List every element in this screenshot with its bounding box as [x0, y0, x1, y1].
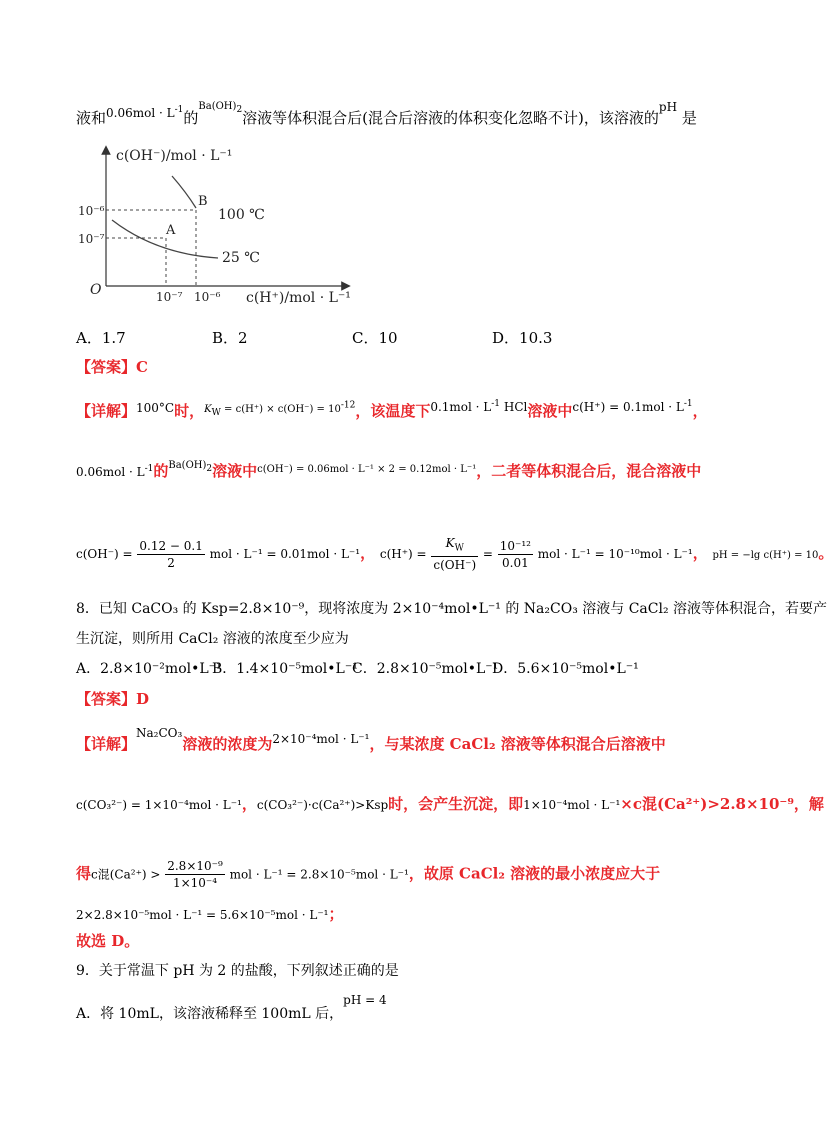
x-tick-hi: 10⁻⁶ [194, 290, 221, 304]
point-b-label: B [198, 194, 208, 209]
q7-answer: 【答案】C [76, 358, 148, 376]
detail-text: 溶液中 [527, 402, 573, 420]
y-tick-hi: 10⁻⁶ [78, 204, 105, 218]
oh-rhs: mol · L⁻¹ = 0.01mol · L⁻¹ [209, 547, 361, 562]
q7-detail-line2 [76, 458, 701, 488]
q7-stem-end: 是 [681, 109, 697, 127]
kw-temperature-graph [76, 140, 366, 315]
q8-option-b[interactable]: B．1.4×10⁻⁵mol•L⁻¹ [212, 661, 358, 677]
q7-stem-mid: 溶液等体积混合后(混合后溶液的体积变化忽略不计)，该溶液的 [242, 109, 659, 127]
q7-option-c[interactable]: C．10 [352, 329, 398, 347]
detail-tag: 【详解】 [76, 735, 137, 753]
detail-text: ， [692, 544, 708, 563]
detail-text: 。 [818, 544, 833, 563]
detail-text: ，该温度下 [355, 402, 431, 420]
h-lhs: c(H⁺) = [379, 547, 427, 562]
oh-lhs: c(OH⁻) = [76, 547, 133, 562]
y-tick-lo: 10⁻⁷ [78, 232, 105, 246]
q8-option-a[interactable]: A．2.8×10⁻²mol•L⁻¹ [76, 661, 222, 677]
hcl-conc: 0.1mol · L-1 HCl [430, 399, 528, 414]
point-a-label: A [166, 223, 176, 238]
kw-fraction: $\frac{K_W}{c(OH^-)}$ [433, 536, 477, 573]
l2-conc: $0.06mol \cdot L^{-1}$ [76, 464, 154, 479]
detail-text: ， [360, 544, 376, 563]
q7-stem-line [76, 100, 697, 135]
detail-text: ； [328, 905, 344, 923]
h-conc: c(H⁺) = 0.1mol · L-1 [572, 399, 693, 414]
curve-100c [172, 176, 196, 208]
detail-text: 时， [174, 402, 205, 420]
q9-option-a-text: A．将 10mL，该溶液稀释至 100mL 后， [76, 1006, 344, 1022]
q7-stem-base: Ba(OH)2 [198, 101, 243, 115]
q7-stem-ph: pH [658, 100, 678, 114]
detail-text: 溶液的浓度为 [182, 735, 273, 753]
q8-option-c[interactable]: C．2.8×10⁻⁵mol•L⁻¹ [352, 661, 499, 677]
x-tick-lo: 10⁻⁷ [156, 290, 183, 304]
ca-lhs: c混(Ca²⁺) > [91, 867, 161, 882]
temp-25c-label: 25 ℃ [222, 250, 260, 266]
y-axis-label: c(OH⁻)/mol · L⁻¹ [116, 148, 233, 164]
q8-stem-line1: 8．已知 CaCO₃ 的 Ksp=2.8×10⁻⁹，现将浓度为 2×10⁻⁴mol•L⁻¹ 的 Na₂CO₃ 溶液与 CaCl₂ 溶液等体积混合，若要产 [76, 601, 828, 617]
q7-stem-conc: 0.06mol · L-1 [106, 105, 184, 120]
final-conc: 2×2.8×10⁻⁵mol · L⁻¹ = 5.6×10⁻⁵mol · L⁻¹ [76, 908, 329, 922]
q9-option-a-eq: pH = 4 [343, 993, 387, 1007]
detail-text: ，与某浓度 CaCl₂ 溶液等体积混合后溶液中 [369, 735, 666, 753]
h-rhs: mol · L⁻¹ = 10⁻¹⁰mol · L⁻¹ [537, 547, 693, 562]
q7-stem-pre: 液和 [76, 109, 107, 127]
curve-25c [112, 220, 218, 258]
detail-text: 时，会产生沉淀，即 [388, 795, 524, 813]
q8-stem-line2: 生沉淀，则所用 CaCl₂ 溶液的浓度至少应为 [76, 631, 349, 647]
l2-base: Ba(OH)2 [168, 460, 213, 474]
detail-text: ，二者等体积混合后，混合溶液中 [476, 462, 702, 480]
detail-text: ×c混(Ca²⁺)>2.8×10⁻⁹，解 [620, 795, 824, 813]
co3-conc: c(CO₃²⁻) = 1×10⁻⁴mol · L⁻¹ [76, 798, 242, 812]
detail-text: ， [241, 795, 257, 813]
eq-sign: = [482, 547, 493, 562]
q8-detail-line2 [76, 793, 824, 816]
q8-detail-line4 [76, 903, 344, 926]
q9-stem: 9．关于常温下 pH 为 2 的盐酸，下列叙述正确的是 [76, 963, 399, 979]
q7-detail-line1 [76, 398, 708, 428]
q7-detail-line3 [76, 535, 833, 573]
q9-option-a[interactable] [76, 993, 387, 1025]
q8-option-d[interactable]: D．5.6×10⁻⁵mol•L⁻¹ [492, 661, 639, 677]
detail-text: ， [692, 402, 708, 420]
origin-label: O [90, 282, 102, 298]
q7-option-d[interactable]: D．10.3 [492, 329, 553, 347]
detail-text: ，故原 CaCl₂ 溶液的最小浓度应大于 [408, 864, 661, 883]
ion-product: c(CO₃²⁻)·c(Ca²⁺)>Ksp [256, 798, 389, 812]
oh-fraction: $\frac{0.12 - 0.1}{2}$ [139, 538, 203, 570]
detail-text: 的 [153, 462, 169, 480]
q7-option-b[interactable]: B．2 [212, 329, 248, 347]
kw-expression: KW = c(H⁺) × c(OH⁻) = 10-12 [204, 400, 356, 418]
value-fraction: $\frac{\text{10⁻¹²}}{0.01}$ [499, 538, 531, 570]
q8-detail-line3 [76, 858, 660, 891]
co3-value: 1×10⁻⁴mol · L⁻¹ [523, 798, 621, 812]
q8-answer: 【答案】D [76, 690, 150, 708]
q7-option-a[interactable]: A．1.7 [76, 329, 126, 347]
temp-100c-label: 100 ℃ [218, 207, 265, 223]
q8-detail-line1 [76, 726, 666, 756]
salt-conc: 2×10⁻⁴mol · L⁻¹ [272, 732, 370, 746]
x-axis-label: c(H⁺)/mol · L⁻¹ [246, 290, 351, 306]
detail-tag: 【详解】 [76, 402, 137, 420]
l2-equation: c(OH⁻) = 0.06mol · L⁻¹ × 2 = 0.12mol · L⁻¹ [257, 464, 477, 475]
ph-result: pH = −lg c(H⁺) = 10 [712, 550, 819, 562]
detail-temp: 100°C [136, 401, 175, 415]
detail-text: 溶液中 [212, 462, 258, 480]
salt-formula: Na₂CO₃ [136, 726, 183, 740]
q8-conclusion: 故选 D。 [76, 932, 140, 950]
detail-text: 得 [76, 864, 92, 883]
q7-stem-of: 的 [183, 109, 199, 127]
ca-rhs: mol · L⁻¹ = 2.8×10⁻⁵mol · L⁻¹ [229, 867, 409, 882]
ca-fraction: $\frac{\text{2.8×10⁻⁹}}{\text{1×10⁻⁴}}$ [167, 859, 223, 890]
